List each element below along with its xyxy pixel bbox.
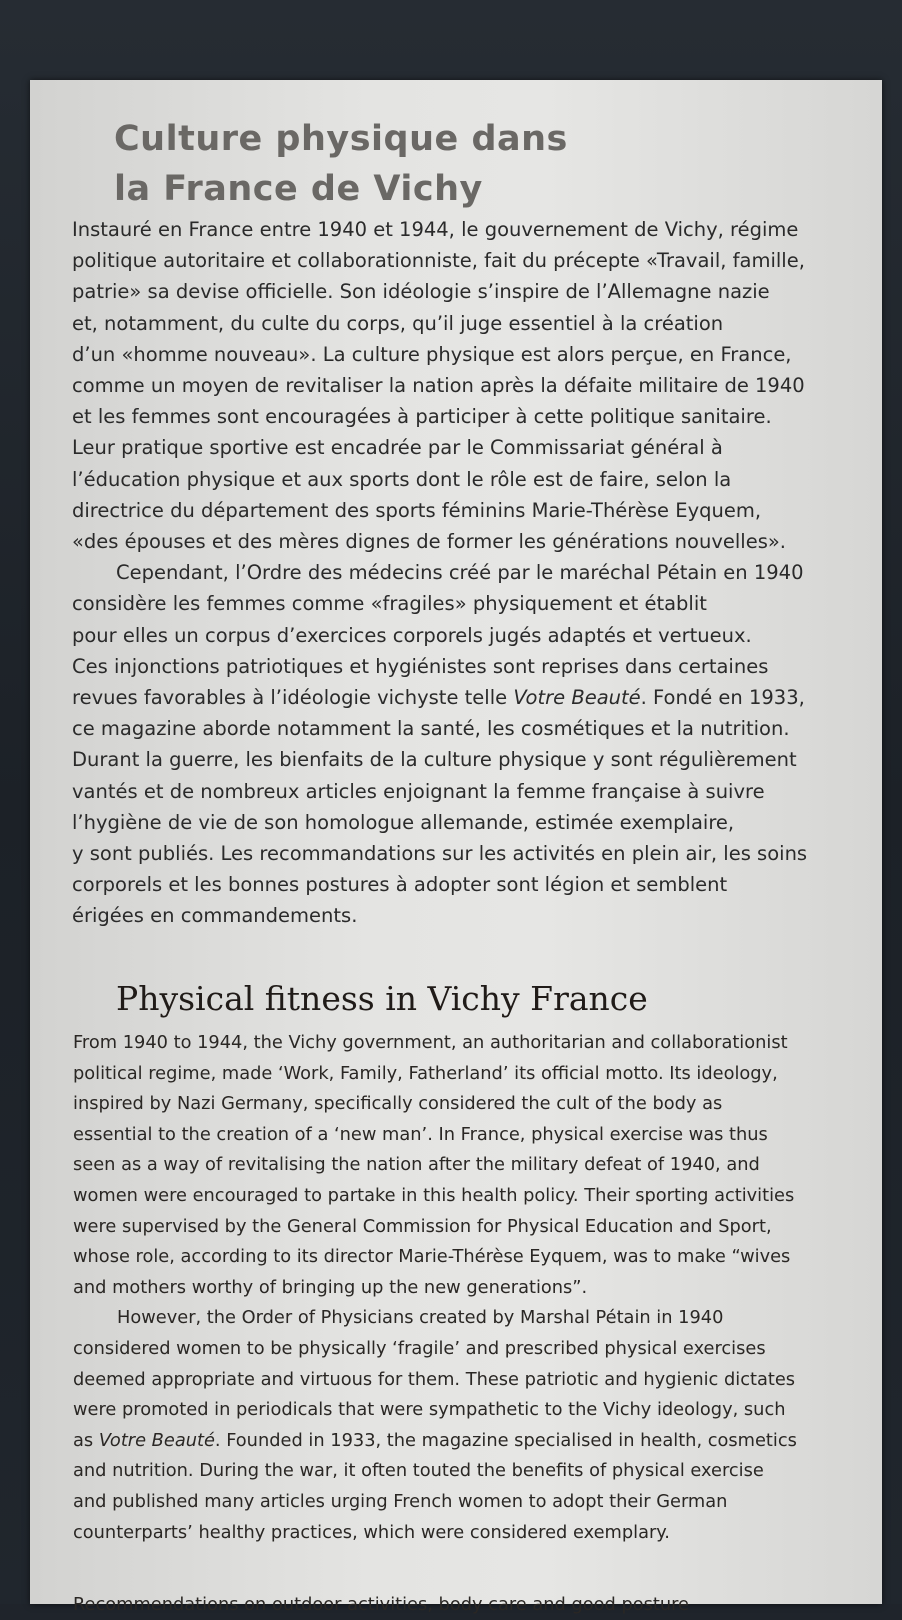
french-body-line: Cependant, l’Ordre des médecins créé par le maréchal Pétain en 1940 (116, 561, 804, 585)
french-body-line: érigées en commandements. (72, 904, 358, 928)
french-body-line: pour elles un corpus d’exercices corporels jugés adaptés et vertueux. (72, 623, 752, 647)
english-body-line: as Votre Beauté. Founded in 1933, the magazine specialised in health, cosmetics (73, 1429, 797, 1451)
english-body-line: whose role, according to its director Marie-Thérèse Eyquem, was to make “wives (73, 1246, 791, 1268)
english-body-line: were supervised by the General Commission for Physical Education and Sport, (73, 1215, 772, 1237)
french-body-line: et, notamment, du culte du corps, qu’il juge essentiel à la création (72, 311, 724, 335)
french-body-line: Leur pratique sportive est encadrée par le Commissariat général à (72, 436, 723, 460)
french-body-line: politique autoritaire et collaborationniste, fait du précepte «Travail, famille, (72, 249, 805, 273)
english-body-line: However, the Order of Physicians created by Marshal Pétain in 1940 (117, 1307, 724, 1329)
english-body-line: inspired by Nazi Germany, specifically considered the cult of the body as (73, 1093, 723, 1115)
french-body-line: «des épouses et des mères dignes de former les générations nouvelles». (72, 530, 786, 554)
french-body-line: ce magazine aborde notamment la santé, les cosmétiques et la nutrition. (72, 717, 790, 741)
french-body-line: vantés et de nombreux articles enjoignant la femme française à suivre (72, 779, 765, 803)
french-body-line: revues favorables à l’idéologie vichyste telle Votre Beauté. Fondé en 1933, (72, 686, 805, 710)
french-body (72, 214, 862, 932)
english-body-line: and mothers worthy of bringing up the new generations”. (73, 1276, 588, 1298)
french-body-line: patrie» sa devise officielle. Son idéologie s’inspire de l’Allemagne nazie (72, 280, 770, 304)
english-body-line: were promoted in periodicals that were sympathetic to the Vichy ideology, such (73, 1399, 786, 1421)
french-body-line: l’éducation physique et aux sports dont le rôle est de faire, selon la (72, 467, 732, 491)
english-body-line: and nutrition. During the war, it often touted the benefits of physical exercise (73, 1460, 764, 1482)
french-body-line: et les femmes sont encouragées à participer à cette politique sanitaire. (72, 405, 772, 429)
english-body (73, 1028, 863, 1548)
french-body-line: d’un «homme nouveau». La culture physique est alors perçue, en France, (72, 342, 792, 366)
french-body-line: Ces injonctions patriotiques et hygiénistes sont reprises dans certaines (72, 654, 769, 678)
french-title-line: la France de Vichy (114, 169, 483, 209)
english-body-line: From 1940 to 1944, the Vichy government, an authoritarian and collaborationist (73, 1032, 788, 1053)
french-body-line: Durant la guerre, les bienfaits de la culture physique y sont régulièrement (72, 748, 797, 772)
french-body-line: considère les femmes comme «fragiles» physiquement et établit (72, 592, 707, 616)
english-body-line: women were encouraged to partake in this health policy. Their sporting activities (73, 1184, 795, 1206)
english-title: Physical fitness in Vichy France (116, 979, 648, 1018)
french-title-line: Culture physique dans (114, 119, 568, 159)
english-body-line: seen as a way of revitalising the nation after the military defeat of 1940, and (73, 1154, 760, 1176)
english-body-line: considered women to be physically ‘fragile’ and prescribed physical exercises (73, 1337, 766, 1359)
french-body-line: l’hygiène de vie de son homologue allemande, estimée exemplaire, (72, 810, 735, 834)
english-body-line: and published many articles urging French women to adopt their German (73, 1490, 728, 1512)
english-body-line: essential to the creation of a ‘new man’. In France, physical exercise was thus (73, 1123, 768, 1145)
french-body-line: Instauré en France entre 1940 et 1944, le gouvernement de Vichy, régime (72, 218, 799, 241)
exhibition-text-panel (30, 80, 882, 1615)
english-body-line: counterparts’ healthy practices, which were considered exemplary. (73, 1521, 670, 1543)
french-body-line: comme un moyen de revitaliser la nation après la défaite militaire de 1940 (72, 374, 805, 398)
french-title (114, 114, 568, 214)
french-body-line: directrice du département des sports féminins Marie-Thérèse Eyquem, (72, 498, 762, 522)
french-body-line: corporels et les bonnes postures à adopter sont légion et semblent (72, 873, 728, 897)
english-body-line: Recommendations on outdoor activities, body care and good posture (73, 1594, 689, 1615)
english-body-line: political regime, made ‘Work, Family, Fatherland’ its official motto. Its ideology, (73, 1062, 778, 1084)
french-body-line: y sont publiés. Les recommandations sur les activités en plein air, les soins (72, 842, 808, 866)
english-body-line: deemed appropriate and virtuous for them. These patriotic and hygienic dictates (73, 1368, 796, 1390)
cropped-last-line (73, 1590, 773, 1615)
